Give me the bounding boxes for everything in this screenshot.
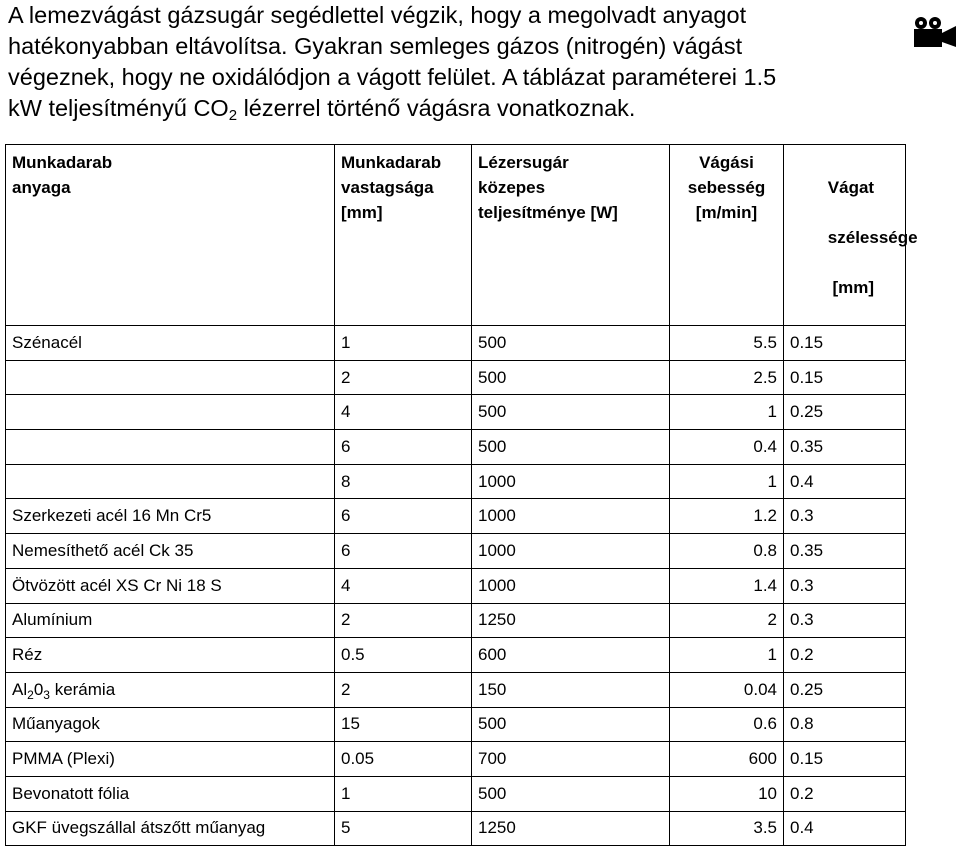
cell-thickness: 6 [335,499,472,534]
cell-material: Ötvözött acél XS Cr Ni 18 S [6,568,335,603]
cell-power: 500 [472,776,670,811]
cell-power: 500 [472,395,670,430]
cell-power: 1000 [472,499,670,534]
cell-speed: 10 [670,776,784,811]
cell-power: 500 [472,360,670,395]
cell-thickness: 1 [335,776,472,811]
cell-width: 0.25 [784,672,906,707]
cell-width: 0.8 [784,707,906,742]
table-row [6,395,906,430]
intro-line-4 [8,95,636,124]
table-row [6,638,906,673]
cell-material: GKF üvegszállal átszőtt műanyag [6,811,335,846]
cell-power: 1250 [472,811,670,846]
intro-line-4-start: kW teljesítményű CO [8,95,229,121]
cell-thickness: 5 [335,811,472,846]
cell-width: 0.3 [784,499,906,534]
intro-line-1: A lemezvágást gázsugár segédlettel végzik, hogy a megolvadt anyagot [8,2,747,28]
table-row [6,499,906,534]
table-row [6,742,906,777]
header-width: Vágat szélessége [mm] [784,145,906,326]
intro-line-3: végeznek, hogy ne oxidálódjon a vágott felület. A táblázat paraméterei 1.5 [8,64,777,90]
cell-width: 0.15 [784,360,906,395]
cell-power: 500 [472,326,670,361]
cell-width: 0.2 [784,638,906,673]
cell-material [6,464,335,499]
cell-thickness: 4 [335,568,472,603]
header-thickness: Munkadarab vastagsága [mm] [335,145,472,326]
intro-paragraph [8,0,888,124]
cell-power: 1250 [472,603,670,638]
table-row [6,430,906,465]
intro-line-4-end: lézerrel történő vágásra vonatkoznak. [237,95,636,121]
cell-speed: 5.5 [670,326,784,361]
table-row [6,360,906,395]
table-row [6,568,906,603]
cell-material [6,430,335,465]
header-power: Lézersugár közepes teljesítménye [W] [472,145,670,326]
cell-width: 0.35 [784,430,906,465]
cell-thickness: 6 [335,534,472,569]
cell-power: 1000 [472,534,670,569]
cell-speed: 1 [670,638,784,673]
table-row [6,672,906,707]
cell-material: Réz [6,638,335,673]
cell-thickness: 2 [335,360,472,395]
table-header-row [6,145,906,326]
cell-power: 1000 [472,568,670,603]
cell-power: 500 [472,707,670,742]
cell-material: Műanyagok [6,707,335,742]
cell-power: 150 [472,672,670,707]
cell-material: Szerkezeti acél 16 Mn Cr5 [6,499,335,534]
header-material: Munkadarab anyaga [6,145,335,326]
cell-thickness: 15 [335,707,472,742]
cell-thickness: 2 [335,603,472,638]
cell-thickness: 0.5 [335,638,472,673]
cell-width: 0.15 [784,326,906,361]
cell-speed: 0.8 [670,534,784,569]
cell-thickness: 2 [335,672,472,707]
cell-material: Szénacél [6,326,335,361]
cell-speed: 1 [670,395,784,430]
cell-width: 0.2 [784,776,906,811]
cell-speed: 0.04 [670,672,784,707]
co2-subscript: 2 [228,107,238,124]
video-camera-icon[interactable] [912,16,958,50]
cell-width: 0.35 [784,534,906,569]
cell-speed: 1.2 [670,499,784,534]
cell-speed: 2.5 [670,360,784,395]
cell-thickness: 6 [335,430,472,465]
cell-material: Bevonatott fólia [6,776,335,811]
cell-width: 0.3 [784,568,906,603]
cell-thickness: 1 [335,326,472,361]
cell-speed: 600 [670,742,784,777]
cell-material [6,360,335,395]
table-row [6,326,906,361]
cell-speed: 3.5 [670,811,784,846]
cell-width: 0.25 [784,395,906,430]
cell-width: 0.3 [784,603,906,638]
cell-material: $Al_20_3$ kerámia [6,672,335,707]
cell-thickness: 4 [335,395,472,430]
cell-thickness: 0.05 [335,742,472,777]
cell-material: Nemesíthető acél Ck 35 [6,534,335,569]
cell-speed: 2 [670,603,784,638]
table-row [6,603,906,638]
table-row [6,707,906,742]
cell-width: 0.4 [784,811,906,846]
table-row [6,534,906,569]
cell-power: 700 [472,742,670,777]
cell-speed: 0.6 [670,707,784,742]
table-row [6,464,906,499]
cell-power: 500 [472,430,670,465]
table-row [6,811,906,846]
cell-power: 1000 [472,464,670,499]
cell-speed: 1 [670,464,784,499]
cell-speed: 0.4 [670,430,784,465]
cell-thickness: 8 [335,464,472,499]
cell-material [6,395,335,430]
cell-material: PMMA (Plexi) [6,742,335,777]
cell-width: 0.15 [784,742,906,777]
cell-width: 0.4 [784,464,906,499]
header-speed: Vágási sebesség [m/min] [670,145,784,326]
cell-speed: 1.4 [670,568,784,603]
laser-cutting-table [5,144,918,846]
cell-power: 600 [472,638,670,673]
cell-material: Alumínium [6,603,335,638]
intro-line-2: hatékonyabban eltávolítsa. Gyakran semleges gázos (nitrogén) vágást [8,33,743,59]
table-row [6,776,906,811]
